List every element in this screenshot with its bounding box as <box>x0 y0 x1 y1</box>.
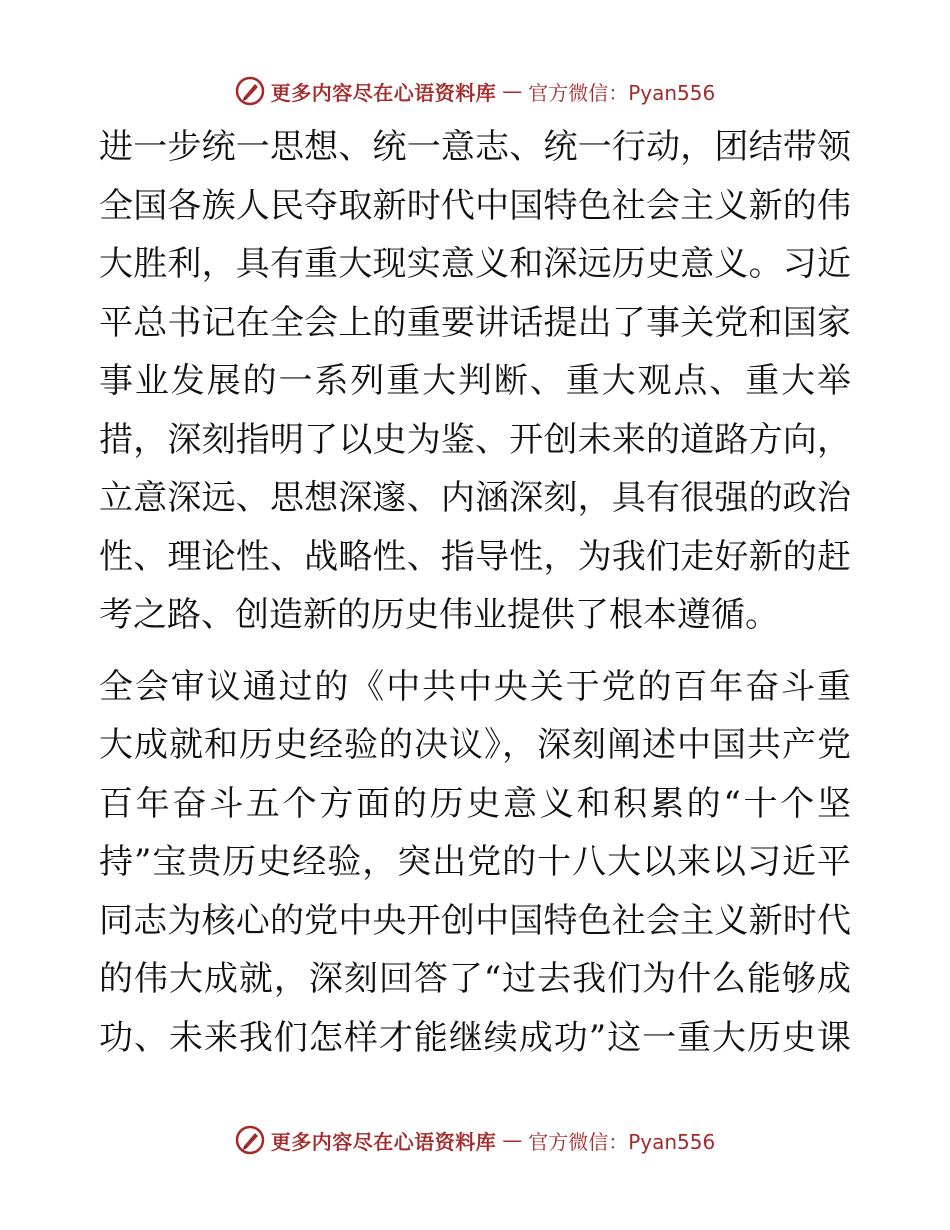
header-separator: — <box>502 79 523 103</box>
text-line: 措，深刻指明了以史为鉴、开创未来的道路方向， <box>99 419 851 460</box>
text-line: 大胜利，具有重大现实意义和深远历史意义。习近 <box>99 244 851 284</box>
document-body <box>99 118 851 1067</box>
pen-logo-icon <box>235 1125 265 1155</box>
text-line: 进一步统一思想、统一意志、统一行动，团结带领 <box>99 127 851 167</box>
text-line: 性、理论性、战略性、指导性，为我们走好新的赶 <box>99 536 851 577</box>
text-line: 立意深远、思想深邃、内涵深刻，具有很强的政治 <box>99 478 851 518</box>
text-line: 平总书记在全会上的重要讲话提出了事关党和国家 <box>99 302 851 343</box>
header-contact-text: 官方微信：Pyan556 <box>528 80 716 105</box>
text-line: 全会审议通过的《中共中央关于党的百年奋斗重 <box>99 666 851 707</box>
footer-separator: — <box>502 1128 523 1152</box>
text-line: 持”宝贵历史经验，突出党的十八大以来以习近平 <box>99 842 851 882</box>
footer-banner <box>0 1120 950 1160</box>
footer-site-text: 更多内容尽在心语资料库 <box>270 1129 497 1154</box>
text-line: 事业发展的一系列重大判断、重大观点、重大举 <box>99 361 851 401</box>
header-site-text: 更多内容尽在心语资料库 <box>270 80 497 105</box>
header-banner <box>0 71 950 111</box>
text-line: 的伟大成就，深刻回答了“过去我们为什么能够成 <box>99 959 851 999</box>
paragraph-2 <box>99 658 851 1068</box>
pen-logo-icon <box>235 76 265 106</box>
text-line: 同志为核心的党中央开创中国特色社会主义新时代 <box>99 900 851 941</box>
text-line: 考之路、创造新的历史伟业提供了根本遵循。 <box>99 595 779 635</box>
text-line: 功、未来我们怎样才能继续成功”这一重大历史课 <box>99 1017 851 1058</box>
text-line: 百年奋斗五个方面的历史意义和积累的“十个坚 <box>99 783 851 824</box>
footer-contact-text: 官方微信：Pyan556 <box>528 1129 716 1154</box>
text-line: 大成就和历史经验的决议》，深刻阐述中国共产党 <box>99 725 851 765</box>
text-line: 全国各族人民夺取新时代中国特色社会主义新的伟 <box>99 185 851 226</box>
paragraph-1 <box>99 118 851 645</box>
